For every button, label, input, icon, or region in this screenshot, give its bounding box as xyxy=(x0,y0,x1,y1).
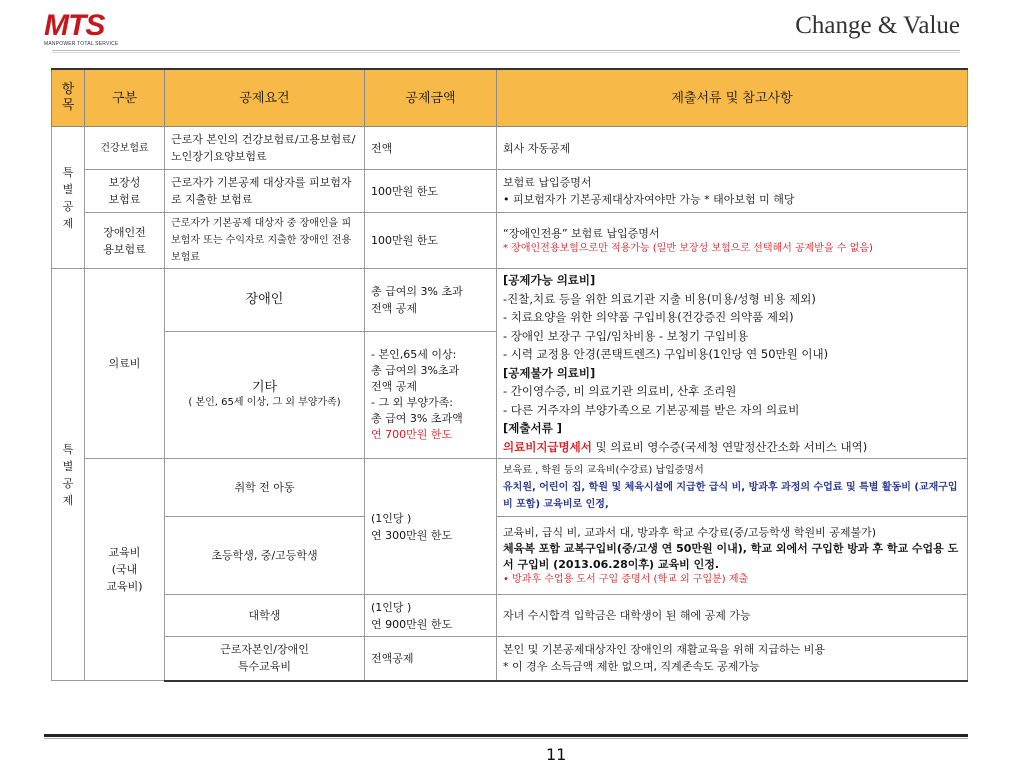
docs-line: 보육료 , 학원 등의 교육비(수강료) 납입증명서 xyxy=(503,465,704,476)
amount-cell: 100만원 한도 xyxy=(365,170,497,213)
table-row xyxy=(52,127,968,170)
amount-cell: (1인당 ) 연 300만원 한도 xyxy=(365,459,497,595)
docs-cell: 자녀 수시합격 입학금은 대학생이 된 해에 공제 가능 xyxy=(497,595,968,637)
docs-heading: [제출서류 ] xyxy=(503,421,562,435)
docs-line-rest: 및 의료비 영수증(국세청 연말정산간소화 서비스 내역) xyxy=(591,439,868,454)
amount-cell: 총 급여의 3% 초과 전액 공제 xyxy=(365,269,497,332)
education-university-label: 대학생 xyxy=(165,595,365,637)
docs-line: - 다른 거주자의 부양가족으로 기본공제를 받은 자의 의료비 xyxy=(503,402,800,417)
docs-warning: • 방과후 수업용 도서 구입 증명서 (학교 외 구입분) 제출 xyxy=(503,573,749,585)
condition-cell: 근로자가 기본공제 대상자를 피보험자로 지출한 보험료 xyxy=(165,170,365,213)
page-number: 11 xyxy=(546,745,567,764)
header-category: 구분 xyxy=(85,69,165,127)
group-label-special-deduction-2: 특 별 공 제 xyxy=(52,269,85,681)
docs-cell xyxy=(497,213,968,269)
docs-cell xyxy=(497,459,968,517)
amount-cell: 전액공제 xyxy=(365,637,497,681)
amount-cell: (1인당 ) 연 900만원 한도 xyxy=(365,595,497,637)
table-row xyxy=(52,170,968,213)
docs-line: 본인 및 기본공제대상자인 장애인의 재활교육을 위해 지급하는 비용 xyxy=(503,643,826,657)
category-medical: 의료비 xyxy=(85,269,165,459)
docs-emphasis: 유치원, 어린이 집, 학원 및 체육시설에 지급한 급식 비, 방과후 과정의 수업료 및 특별 활동비 (교재구입비 포함) 교육비로 인정, xyxy=(503,482,958,510)
docs-cell xyxy=(497,170,968,213)
docs-line: - 시력 교정용 안경(콘택트렌즈) 구입비용(1인당 연 50만원 이내) xyxy=(503,347,829,361)
condition-cell: 근로자가 기본공제 대상자 중 장애인을 피보험자 또는 수익자로 지출한 장애인 전용보험료 xyxy=(165,213,365,269)
docs-line: 보험료 납입증명서 xyxy=(503,176,592,189)
table-row xyxy=(52,517,968,595)
header-divider xyxy=(52,50,960,51)
docs-cell xyxy=(497,637,968,681)
header-docs: 제출서류 및 참고사항 xyxy=(497,69,968,127)
docs-cell: 회사 자동공제 xyxy=(497,127,968,170)
amount-cell: 100만원 한도 xyxy=(365,213,497,269)
amount-line: 총 급여 3% 초과액 xyxy=(371,411,463,425)
table-row xyxy=(52,213,968,269)
docs-emphasis: 의료비지급명세서 xyxy=(503,439,592,454)
education-preschool-label: 취학 전 아동 xyxy=(165,459,365,517)
docs-line: - 장애인 보장구 구입/임차비용 - 보청기 구입비용 xyxy=(503,328,749,343)
docs-note: * 이 경우 소득금액 제한 없으며, 직계존속도 공제가능 xyxy=(503,660,760,674)
logo-text: MTS xyxy=(44,9,105,42)
mts-logo xyxy=(44,9,119,49)
docs-line: “장애인전용” 보험료 납입증명서 xyxy=(503,227,660,240)
docs-heading: [공제불가 의료비] xyxy=(503,365,596,380)
category-education: 교육비 (국내 교육비) xyxy=(85,459,165,681)
docs-cell xyxy=(497,517,968,595)
category-cell: 장애인전 용보험료 xyxy=(85,213,165,269)
amount-line: - 그 외 부양가족: xyxy=(371,395,453,409)
header-amount: 공제금액 xyxy=(365,69,497,127)
medical-disabled-label: 장애인 xyxy=(165,269,365,332)
table-row xyxy=(52,595,968,637)
amount-line: 총 급여의 3%초과 xyxy=(371,363,460,377)
footer-divider-secondary xyxy=(44,738,968,739)
medical-other-sub: ( 본인, 65세 이상, 그 외 부양가족) xyxy=(188,397,341,409)
group-label-special-deduction: 특 별 공 제 xyxy=(52,127,85,269)
docs-heading: [공제가능 의료비] xyxy=(503,273,596,287)
docs-line: - 치료요양을 위한 의약품 구입비용(건강증진 의약품 제외) xyxy=(503,310,794,324)
docs-line: -진찰,치료 등을 위한 의료기관 지출 비용(미용/성형 비용 제외) xyxy=(503,291,816,306)
category-cell: 보장성 보험료 xyxy=(85,170,165,213)
medical-other-cell xyxy=(165,331,365,458)
amount-cell xyxy=(365,331,497,458)
amount-line: - 본인,65세 이상: xyxy=(371,347,457,361)
table-row xyxy=(52,637,968,681)
table-row xyxy=(52,459,968,517)
docs-line: 교육비, 급식 비, 교과서 대, 방과후 학교 수강료(중/고등학생 학원비 공제불가) xyxy=(503,525,877,539)
education-school-label: 초등학생, 중/고등학생 xyxy=(165,517,365,595)
medical-docs-cell xyxy=(497,269,968,459)
table-row xyxy=(52,269,968,332)
docs-note: • 피보험자가 기본공제대상자여야만 가능 * 태아보험 미 해당 xyxy=(503,193,795,206)
docs-emphasis: 체육복 포함 교복구입비(중/고생 연 50만원 이내), 학교 외에서 구입한 방과 후 학교 수업용 도서 구입비 (2013.06.28이후) 교육비 인정. xyxy=(503,541,959,571)
logo-subtitle: MANPOWER TOTAL SERVICE xyxy=(44,41,119,47)
condition-cell: 근로자 본인의 건강보험료/고용보험료/노인장기요양보험료 xyxy=(165,127,365,170)
header-divider-secondary xyxy=(52,52,960,53)
footer-divider xyxy=(44,734,968,737)
amount-cell: 전액 xyxy=(365,127,497,170)
table-header-row xyxy=(52,69,968,127)
education-special-label: 근로자본인/장애인 특수교육비 xyxy=(165,637,365,681)
slide-title: Change & Value xyxy=(795,12,960,39)
amount-line: 전액 공제 xyxy=(371,379,418,393)
medical-other-label: 기타 xyxy=(251,380,278,396)
amount-limit: 연 700만원 한도 xyxy=(371,427,453,441)
docs-line xyxy=(503,438,961,457)
header-condition: 공제요건 xyxy=(165,69,365,127)
header-item: 항 목 xyxy=(52,69,85,127)
docs-warning: * 장애인전용보험으로만 적용가능 (일반 보장성 보험으로 선택해서 공제받을 수 없음) xyxy=(503,243,873,254)
category-cell: 건강보험료 xyxy=(85,127,165,170)
deduction-table xyxy=(51,68,968,682)
docs-line: - 간이영수증, 비 의료기관 의료비, 산후 조리원 xyxy=(503,384,737,398)
